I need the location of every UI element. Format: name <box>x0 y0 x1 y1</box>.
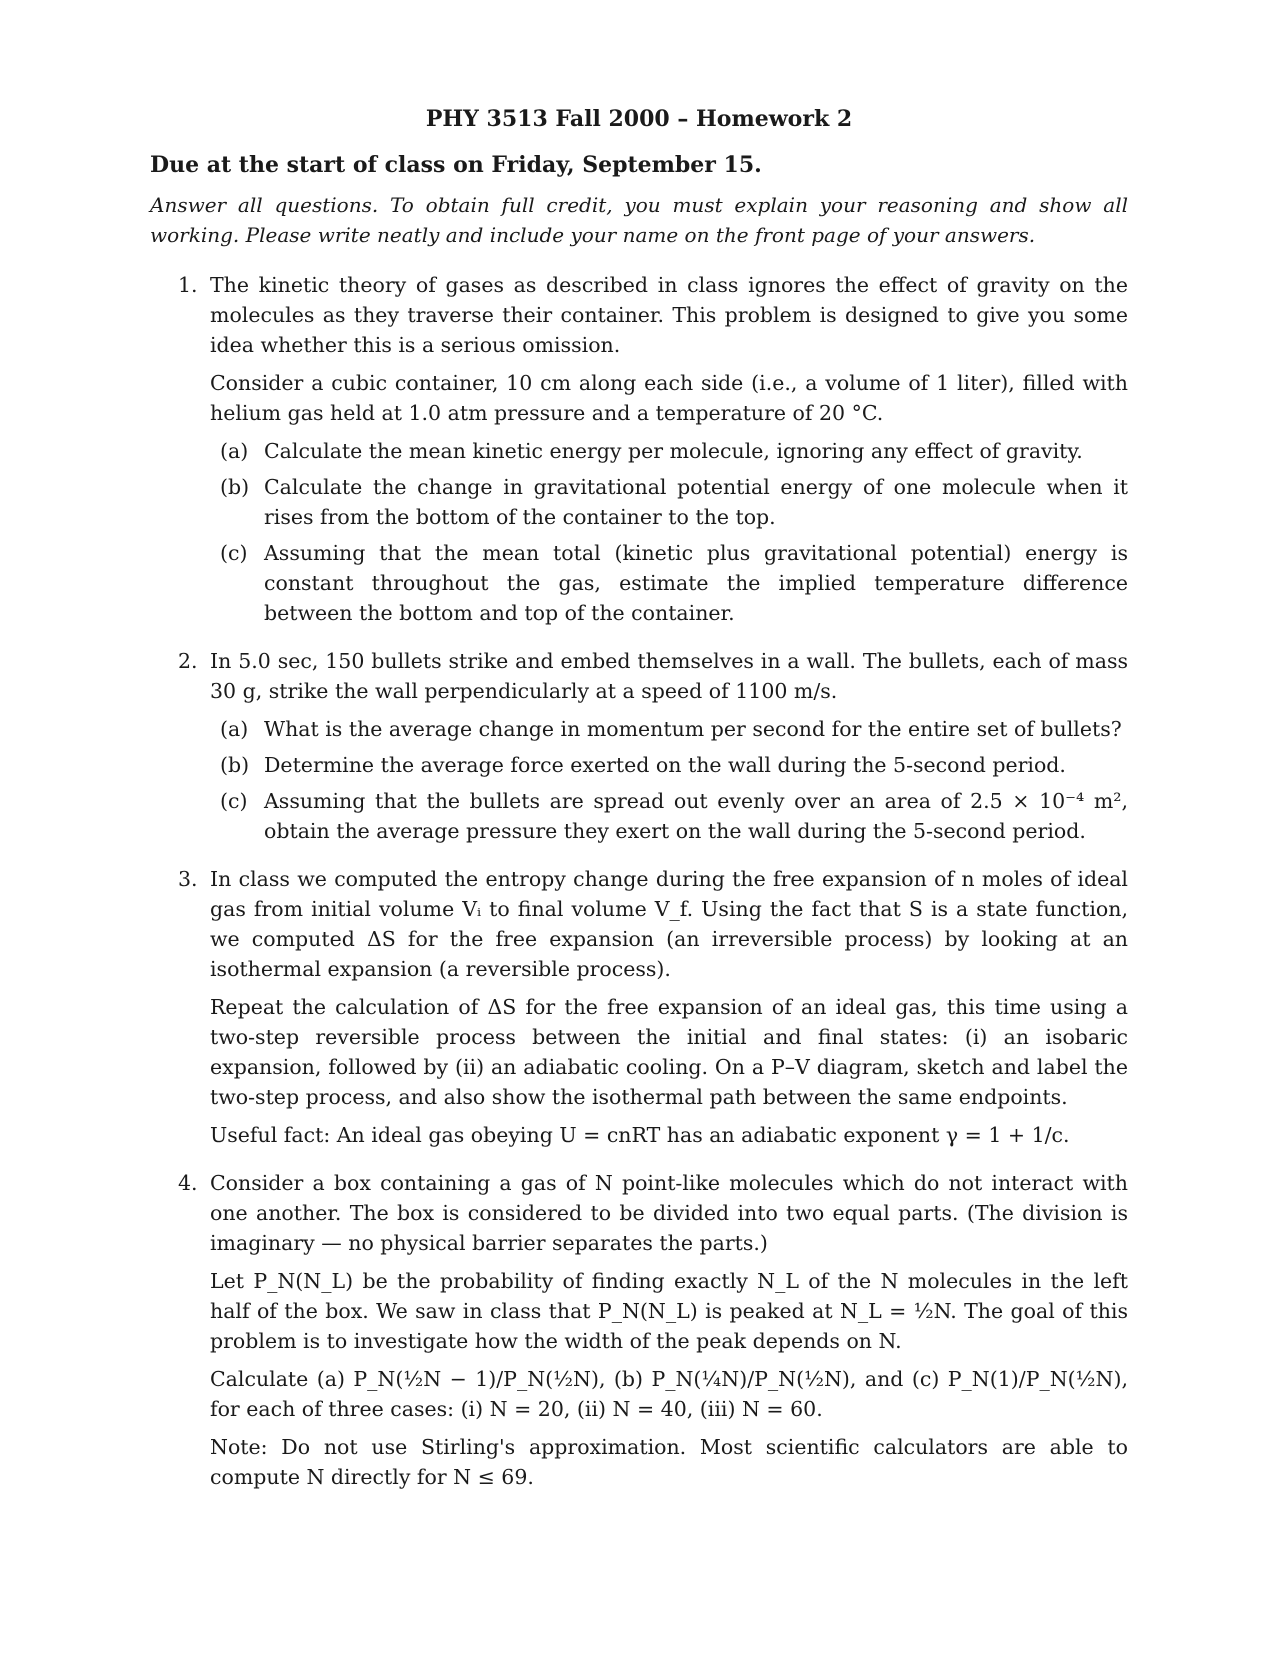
subquestion-label: (a) <box>220 439 249 463</box>
subquestion-label: (b) <box>220 475 250 499</box>
problem-note: Note: Do not use Stirling's approximation. Most scientific calculators are able to compute N directly for N ≤ 69. <box>210 1435 1128 1489</box>
subquestion-text: Calculate the mean kinetic energy per molecule, ignoring any effect of gravity. <box>264 439 1083 463</box>
problem-4 <box>150 1168 1128 1492</box>
subquestion-label: (b) <box>220 753 250 777</box>
problem-2 <box>150 646 1128 846</box>
problem-number: 1. <box>178 273 198 297</box>
subquestion-text: Determine the average force exerted on the wall during the 5-second period. <box>264 753 1066 777</box>
instructions: Answer all questions. To obtain full credit, you must explain your reasoning and show all working. Please write neatly and include your name on the front page of your answers. <box>150 193 1128 247</box>
problem-paragraph: The kinetic theory of gases as described in class ignores the effect of gravity on the molecules as they traverse their container. This problem is designed to give you some idea whether this is a serious omission. <box>210 273 1128 357</box>
subquestion <box>210 472 1128 532</box>
subquestion <box>210 786 1128 846</box>
useful-fact: Useful fact: An ideal gas obeying U = cnRT has an adiabatic exponent γ = 1 + 1/c. <box>210 1123 1070 1147</box>
subquestion <box>210 436 1128 466</box>
problem-1 <box>150 270 1128 628</box>
problem-number: 2. <box>178 649 198 673</box>
subquestion <box>210 538 1128 628</box>
problem-paragraph: Consider a box containing a gas of N point-like molecules which do not interact with one another. The box is considered to be divided into two equal parts. (The division is imaginary — no physical barrier separates the parts.) <box>210 1171 1128 1255</box>
problem-number: 3. <box>178 867 198 891</box>
problem-paragraph: In 5.0 sec, 150 bullets strike and embed themselves in a wall. The bullets, each of mass 30 g, strike the wall perpendicularly at a speed of 1100 m/s. <box>210 649 1128 703</box>
page-title: PHY 3513 Fall 2000 – Homework 2 <box>425 106 853 132</box>
problem-paragraph: Calculate (a) P_N(½N − 1)/P_N(½N), (b) P_N(¼N)/P_N(½N), and (c) P_N(1)/P_N(½N), for each of three cases: (i) N = 20, (ii) N = 40, (iii) N = 60. <box>210 1367 1128 1421</box>
subquestion-text: Assuming that the mean total (kinetic plus gravitational potential) energy is constant throughout the gas, estimate the implied temperature difference between the bottom and top of the container. <box>264 541 1128 625</box>
subquestion-text: What is the average change in momentum per second for the entire set of bullets? <box>264 717 1122 741</box>
subquestion <box>210 714 1128 744</box>
problem-paragraph: Repeat the calculation of ΔS for the free expansion of an ideal gas, this time using a two-step reversible process between the initial and final states: (i) an isobaric expansion, followed by (ii) an adiabatic cooling. On a P–V diagram, sketch and label the two-step process, and also show the isothermal path between the same endpoints. <box>210 995 1128 1109</box>
subquestion <box>210 750 1128 780</box>
problem-paragraph: Let P_N(N_L) be the probability of finding exactly N_L of the N molecules in the left half of the box. We saw in class that P_N(N_L) is peaked at N_L = ½N. The goal of this problem is to investigate how the width of the peak depends on N. <box>210 1269 1128 1353</box>
problem-number: 4. <box>178 1171 198 1195</box>
subquestion-text: Calculate the change in gravitational potential energy of one molecule when it rises from the bottom of the container to the top. <box>264 475 1128 529</box>
problem-3 <box>150 864 1128 1150</box>
due-date: Due at the start of class on Friday, September 15. <box>150 152 762 178</box>
subquestion-label: (c) <box>220 541 248 565</box>
homework-page <box>150 106 1128 1510</box>
problem-paragraph: Consider a cubic container, 10 cm along each side (i.e., a volume of 1 liter), filled with helium gas held at 1.0 atm pressure and a temperature of 20 °C. <box>210 371 1128 425</box>
subquestion-text: Assuming that the bullets are spread out evenly over an area of 2.5 × 10⁻⁴ m², obtain the average pressure they exert on the wall during the 5-second period. <box>264 789 1128 843</box>
problem-paragraph: In class we computed the entropy change during the free expansion of n moles of ideal gas from initial volume Vᵢ to final volume V_f. Using the fact that S is a state function, we computed ΔS for the free expansion (an irreversible process) by looking at an isothermal expansion (a reversible process). <box>210 867 1128 981</box>
subquestion-label: (c) <box>220 789 248 813</box>
subquestion-label: (a) <box>220 717 249 741</box>
